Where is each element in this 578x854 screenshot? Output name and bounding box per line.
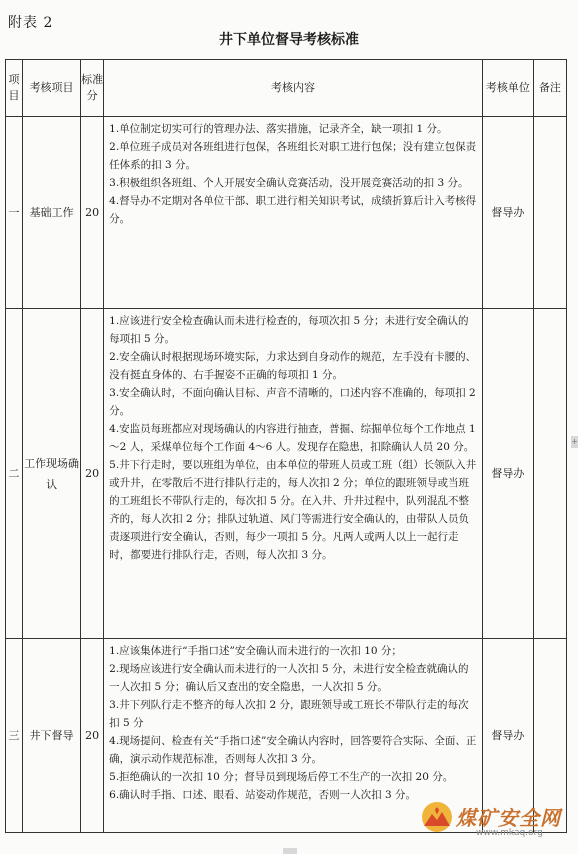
table-header-row: [6, 60, 567, 117]
row-index: 二: [6, 309, 23, 639]
content-line: 1.单位制定切实可行的管理办法、落实措施，记录齐全，缺一项扣 1 分。: [109, 123, 448, 135]
content-line: 5.井下行走时，要以班组为单位，由本单位的带班人员或工班（组）长领队入井或升井，在零散后不进行排队行走的，每人次扣 2 分；单位的跟班领导或当班的工班组长不带队行走的，每次扣 5 分。在入井、升井过程中，队列混乱不整齐的，每人次扣 2 分；排队过轨道、风门等需进行安全确认的，由带队人员负责逐项进行安全确认，否则，每少一项扣 5 分。凡两人或两人以上一起行走时，都要进行排队行走，否则，每人次扣 3 分。: [109, 459, 477, 561]
header-unit: 考核单位: [482, 60, 533, 117]
row-score: 20: [81, 639, 104, 833]
row-unit: 督导办: [482, 639, 533, 833]
scroll-handle-icon[interactable]: +: [571, 437, 578, 446]
header-score: 标准分: [81, 60, 104, 117]
table-row: [6, 117, 567, 309]
content-line: 5.拒绝确认的一次扣 10 分；督导员到现场后停工不生产的一次扣 20 分。: [109, 771, 454, 783]
row-index: 三: [6, 639, 23, 833]
content-line: 3.积极组织各班组、个人开展安全确认竞赛活动，没开展竞赛活动的扣 3 分。: [109, 177, 469, 189]
content-line: 2.安全确认时根据现场环境实际，力求达到自身动作的规范，左手没有卡腰的、没有挺直身体的、右手握姿不正确的每项扣 1 分。: [109, 351, 477, 381]
row-score: 20: [81, 309, 104, 639]
content-line: 3.井下列队行走不整齐的每人次扣 2 分，跟班领导或工班长不带队行走的每次扣 5 分: [109, 699, 469, 729]
content-line: 4.现场提问、检查有关“手指口述”安全确认内容时，回答要符合实际、全面、正确，演示动作规范标准，否则每人次扣 3 分。: [109, 735, 477, 765]
row-content: [104, 117, 483, 309]
flame-mountain-logo-icon: [420, 800, 454, 834]
content-line: 4.督导办不定期对各单位干部、职工进行相关知识考试，成绩折算后计入考核得分。: [109, 195, 477, 225]
row-item: 工作现场确认: [23, 309, 81, 639]
row-score: 20: [81, 117, 104, 309]
content-line: 6.确认时手指、口述、眼看、站姿动作规范，否则一人次扣 3 分。: [109, 789, 417, 801]
row-item: 基础工作: [23, 117, 81, 309]
header-index: 项目: [6, 60, 23, 117]
row-note: [533, 117, 566, 309]
content-line: 1.应该集体进行“手指口述”安全确认而未进行的一次扣 10 分；: [109, 645, 402, 657]
content-line: 2.单位班子成员对各班组进行包保，各班组长对职工进行包保；没有建立包保责任体系的扣 3 分。: [109, 141, 477, 171]
table-row: [6, 309, 567, 639]
content-line: 2.现场应该进行安全确认而未进行的一人次扣 5 分，未进行安全检查就确认的一人次扣 5 分；确认后又查出的安全隐患，一人次扣 5 分。: [109, 663, 469, 693]
watermark-text: 煤矿安全网: [456, 806, 561, 830]
row-note: [533, 309, 566, 639]
header-item: 考核项目: [23, 60, 81, 117]
content-line: 4.安监员每班都应对现场确认的内容进行抽查，普掘、综掘单位每个工作地点 1～2 人，采煤单位每个工作面 4～6 人。发现存在隐患，扣除确认人员 20 分。: [109, 423, 476, 453]
page-title: 井下单位督导考核标准: [219, 32, 359, 48]
row-content: [104, 309, 483, 639]
watermark-url: www.mkaq.org: [476, 828, 543, 838]
header-content: 考核内容: [104, 60, 483, 117]
attachment-label: 附表 2: [8, 15, 54, 31]
site-watermark: [420, 800, 570, 840]
row-unit: 督导办: [482, 117, 533, 309]
row-unit: 督导办: [482, 309, 533, 639]
row-index: 一: [6, 117, 23, 309]
header-note: 备注: [533, 60, 566, 117]
scroll-handle-icon[interactable]: [283, 848, 297, 854]
row-item: 井下督导: [23, 639, 81, 833]
content-line: 3.安全确认时，不面向确认目标、声音不清晰的，口述内容不准确的，每项扣 2 分。: [109, 387, 476, 417]
content-line: 1.应该进行安全检查确认而未进行检查的，每项次扣 5 分；未进行安全确认的每项扣 5 分。: [109, 315, 469, 345]
assessment-table: [5, 59, 567, 833]
